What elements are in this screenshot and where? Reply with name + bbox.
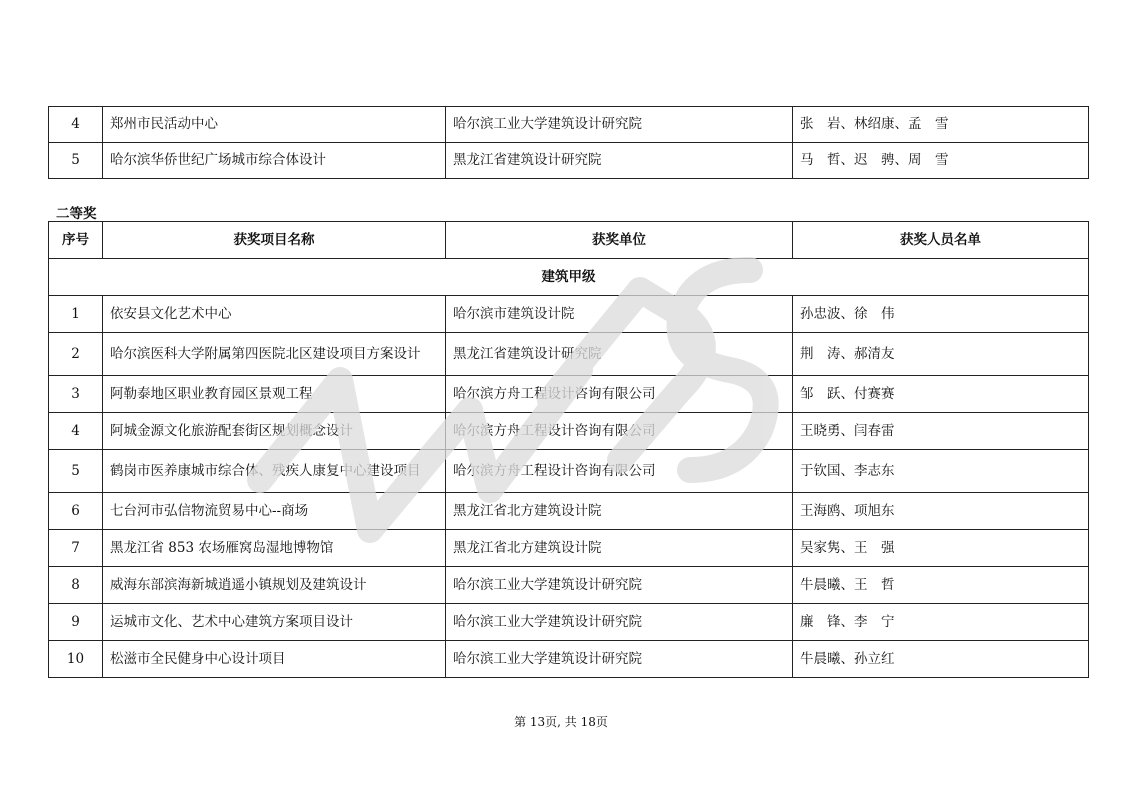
category-row [49,259,1089,296]
table-row [49,107,1089,143]
header-number: 序号 [49,222,103,259]
row-number: 3 [49,376,103,413]
award-unit: 哈尔滨方舟工程设计咨询有限公司 [446,450,793,493]
table-header-row [49,222,1089,259]
table-row [49,376,1089,413]
award-people: 王海鸥、项旭东 [793,493,1089,530]
project-name: 松滋市全民健身中心设计项目 [103,641,446,678]
award-people: 孙忠波、徐 伟 [793,296,1089,333]
project-name: 依安县文化艺术中心 [103,296,446,333]
table-row [49,413,1089,450]
row-number: 7 [49,530,103,567]
table-row [49,567,1089,604]
award-unit: 哈尔滨工业大学建筑设计研究院 [446,641,793,678]
table-row [49,641,1089,678]
project-name: 阿勒泰地区职业教育园区景观工程 [103,376,446,413]
row-number: 6 [49,493,103,530]
award-unit: 哈尔滨工业大学建筑设计研究院 [446,107,793,143]
project-name: 哈尔滨医科大学附属第四医院北区建设项目方案设计 [103,333,446,376]
second-prize-table [48,221,1089,678]
table-row [49,604,1089,641]
row-number: 9 [49,604,103,641]
row-number: 2 [49,333,103,376]
award-people: 牛晨曦、孙立红 [793,641,1089,678]
award-people: 邹 跃、付赛赛 [793,376,1089,413]
project-name: 哈尔滨华侨世纪广场城市综合体设计 [103,143,446,179]
row-number: 5 [49,450,103,493]
row-number: 4 [49,107,103,143]
table-row [49,493,1089,530]
award-people: 廉 锋、李 宁 [793,604,1089,641]
table-row [49,450,1089,493]
award-people: 张 岩、林绍康、孟 雪 [793,107,1089,143]
header-unit: 获奖单位 [446,222,793,259]
award-unit: 黑龙江省建筑设计研究院 [446,333,793,376]
section-title: 二等奖 [56,206,97,222]
project-name: 运城市文化、艺术中心建筑方案项目设计 [103,604,446,641]
award-unit: 哈尔滨工业大学建筑设计研究院 [446,567,793,604]
category-label: 建筑甲级 [49,259,1089,296]
project-name: 七台河市弘信物流贸易中心--商场 [103,493,446,530]
project-name: 郑州市民活动中心 [103,107,446,143]
award-people: 吴家隽、王 强 [793,530,1089,567]
award-unit: 黑龙江省北方建筑设计院 [446,493,793,530]
header-project: 获奖项目名称 [103,222,446,259]
row-number: 5 [49,143,103,179]
project-name: 黑龙江省 853 农场雁窝岛湿地博物馆 [103,530,446,567]
project-name: 鹤岗市医养康城市综合体、残疾人康复中心建设项目 [103,450,446,493]
project-name: 威海东部滨海新城逍遥小镇规划及建筑设计 [103,567,446,604]
table-row [49,530,1089,567]
award-people: 王晓勇、闫春雷 [793,413,1089,450]
continued-award-table [48,106,1089,179]
row-number: 10 [49,641,103,678]
award-people: 荆 涛、郝清友 [793,333,1089,376]
award-unit: 哈尔滨工业大学建筑设计研究院 [446,604,793,641]
row-number: 4 [49,413,103,450]
award-unit: 哈尔滨方舟工程设计咨询有限公司 [446,376,793,413]
award-unit: 黑龙江省北方建筑设计院 [446,530,793,567]
award-unit: 哈尔滨方舟工程设计咨询有限公司 [446,413,793,450]
table-row [49,333,1089,376]
award-people: 牛晨曦、王 哲 [793,567,1089,604]
table-row [49,296,1089,333]
award-unit: 哈尔滨市建筑设计院 [446,296,793,333]
project-name: 阿城金源文化旅游配套街区规划概念设计 [103,413,446,450]
award-people: 于钦国、李志东 [793,450,1089,493]
header-people: 获奖人员名单 [793,222,1089,259]
award-people: 马 哲、迟 骋、周 雪 [793,143,1089,179]
award-unit: 黑龙江省建筑设计研究院 [446,143,793,179]
table-row [49,143,1089,179]
page-footer: 第 13页, 共 18页 [514,715,608,729]
row-number: 1 [49,296,103,333]
row-number: 8 [49,567,103,604]
